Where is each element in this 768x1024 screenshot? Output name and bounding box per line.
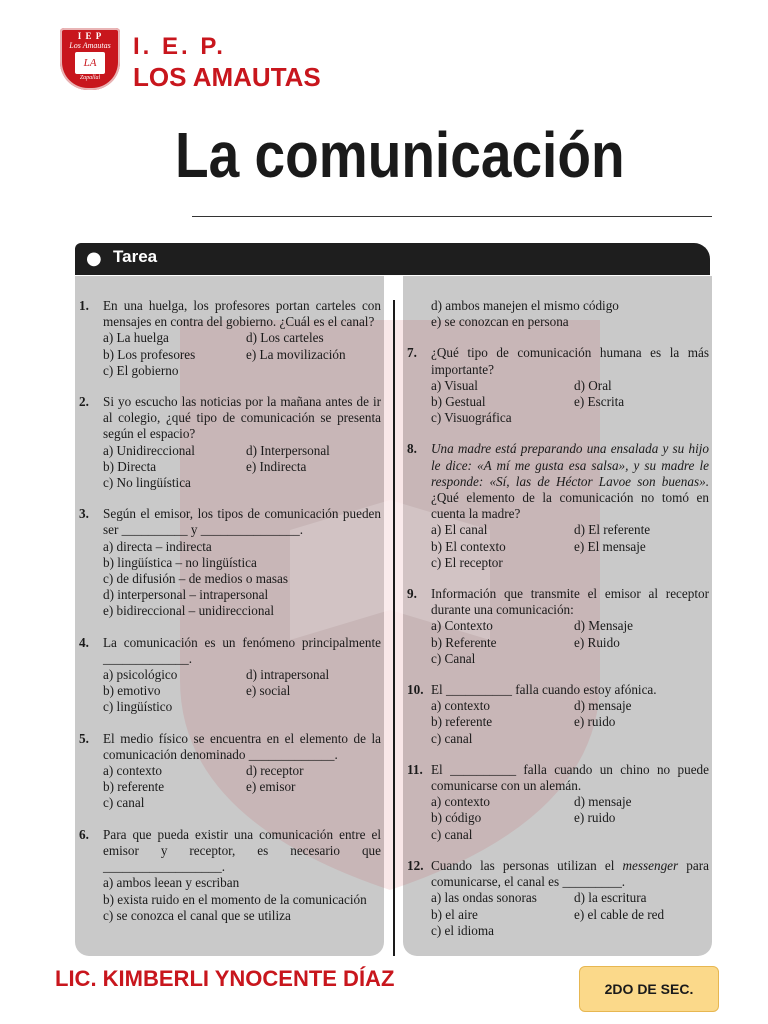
option: a) La huelga	[103, 330, 169, 346]
option: b) el aire	[431, 906, 478, 922]
option: c) El gobierno	[103, 362, 179, 378]
option: c) canal	[431, 826, 473, 842]
school-logo	[60, 28, 120, 90]
option: a) psicológico	[103, 667, 178, 683]
option: b) lingüística – no lingüística	[103, 554, 257, 570]
question-text: Si yo escucho las noticias por la mañana antes de ir al colegio, ¿qué tipo de comunicación se presenta según el espacio?	[103, 394, 381, 442]
option: d) la escritura	[574, 890, 647, 906]
question-5	[79, 731, 381, 812]
question-text: ¿Qué tipo de comunicación humana es la más importante?	[431, 345, 709, 377]
option: c) No lingüística	[103, 475, 191, 491]
page-title: La comunicación	[175, 119, 625, 191]
question-number: 10.	[407, 682, 424, 698]
option: e) bidireccional – unidireccional	[103, 603, 274, 619]
option: d) mensaje	[574, 698, 632, 714]
left-questions	[79, 298, 381, 939]
question-number: 3.	[79, 506, 89, 522]
option: a) contexto	[103, 763, 162, 779]
option: a) Contexto	[431, 618, 493, 634]
question-text: El __________ falla cuando estoy afónica.	[431, 682, 657, 698]
option: d) Mensaje	[574, 618, 633, 634]
option: b) Directa	[103, 458, 157, 474]
option: e) Ruido	[574, 634, 620, 650]
option: e) Escrita	[574, 394, 625, 410]
option: b) referente	[103, 779, 165, 795]
question-text: El medio físico se encuentra en el elemento de la comunicación denominado _____________.	[103, 730, 381, 762]
option: c) canal	[103, 795, 145, 811]
question-8	[407, 441, 709, 571]
question-2	[79, 394, 381, 491]
option: c) de difusión – de medios o masas	[103, 571, 288, 587]
question-10	[407, 682, 709, 747]
school-name: LOS AMAUTAS	[133, 62, 321, 92]
question-text: La comunicación es un fenómeno principalmente _____________.	[103, 634, 381, 666]
title-underline	[192, 216, 712, 217]
option: a) Unidireccional	[103, 442, 195, 458]
question-9	[407, 586, 709, 667]
question-text	[431, 858, 709, 890]
option: b) emotivo	[103, 683, 161, 699]
option: c) el idioma	[431, 922, 494, 938]
option: a) contexto	[431, 794, 490, 810]
grade-badge: 2DO DE SEC.	[579, 966, 719, 1012]
option: d) mensaje	[574, 794, 632, 810]
logo-place-text: Zapallal	[79, 75, 101, 81]
question-number: 9.	[407, 586, 417, 602]
option: e) El mensaje	[574, 538, 646, 554]
teacher-name: LIC. KIMBERLI YNOCENTE DÍAZ	[55, 966, 395, 991]
option: b) Referente	[431, 634, 497, 650]
bullet-icon: ●	[86, 248, 102, 269]
option: c) Visuográfica	[431, 410, 512, 426]
option: e) Indirecta	[246, 458, 307, 474]
option: e) ruido	[574, 810, 616, 826]
question-text-emphasis: messenger	[622, 857, 679, 873]
option: c) se conozca el canal que se utiliza	[103, 907, 291, 923]
question-text: El __________ falla cuando un chino no puede comunicarse con un alemán.	[431, 761, 709, 794]
question-7	[407, 345, 709, 426]
logo-iep-text: I E P	[77, 31, 103, 41]
question-number: 5.	[79, 730, 89, 746]
option: b) referente	[431, 714, 493, 730]
section-header-bar	[75, 243, 710, 275]
option: d) intrapersonal	[246, 667, 330, 683]
option: d) ambos manejen el mismo código	[431, 298, 619, 313]
question-12	[407, 858, 709, 939]
column-divider	[393, 300, 395, 956]
question-prompt: ¿Qué elemento de la comunicación no tomó en cuenta la madre?	[431, 490, 709, 522]
option: a) directa – indirecta	[103, 538, 212, 554]
question-context: Una madre está preparando una ensalada y su hijo le dice: «A mí me gusta esa salsa», y su madre le responde: «Sí, las de Héctor Lavoe son buenas».	[431, 441, 709, 489]
question-text: Información que transmite el emisor al receptor durante una comunicación:	[431, 586, 709, 618]
question-number: 2.	[79, 394, 89, 410]
option: b) Gestual	[431, 394, 486, 410]
option: a) ambos leean y escriban	[103, 875, 240, 891]
option: e) La movilización	[246, 346, 346, 362]
option: d) El referente	[574, 522, 651, 538]
option: e) social	[246, 683, 291, 699]
question-3	[79, 506, 381, 619]
option: a) contexto	[431, 698, 490, 714]
question-number: 4.	[79, 634, 89, 650]
question-4	[79, 635, 381, 716]
right-questions	[407, 298, 709, 954]
question-number: 6.	[79, 826, 89, 842]
option: d) Los carteles	[246, 330, 324, 346]
question-text-part: para comunicarse, el canal es _________.	[431, 857, 709, 890]
logo-school-text: Los Amautas	[69, 41, 111, 50]
option: e) ruido	[574, 714, 616, 730]
option: a) El canal	[431, 522, 488, 538]
question-text: En una huelga, los profesores portan carteles con mensajes en contra del gobierno. ¿Cuál es el canal?	[103, 298, 381, 330]
option: d) Oral	[574, 377, 612, 393]
question-1	[79, 298, 381, 379]
option: b) exista ruido en el momento de la comunicación	[103, 891, 367, 907]
option: c) canal	[431, 730, 473, 746]
question-6	[79, 827, 381, 924]
option: b) El contexto	[431, 538, 506, 554]
option: c) lingüístico	[103, 699, 173, 715]
option: a) las ondas sonoras	[431, 890, 537, 906]
question-number: 1.	[79, 298, 89, 313]
question-11	[407, 762, 709, 843]
school-acronym: I. E. P.	[133, 33, 226, 60]
section-title: Tarea	[113, 247, 158, 266]
option: e) emisor	[246, 779, 296, 795]
question-number: 7.	[407, 345, 417, 361]
question-number: 8.	[407, 441, 417, 457]
option: d) Interpersonal	[246, 442, 330, 458]
option: b) código	[431, 810, 482, 826]
question-number: 12.	[407, 857, 424, 873]
question-text: Para que pueda existir una comunicación entre el emisor y receptor, es necesario que __________________.	[103, 826, 381, 875]
option: a) Visual	[431, 377, 478, 393]
logo-book-icon: LA	[75, 52, 105, 74]
option: d) interpersonal – intrapersonal	[103, 587, 269, 603]
option: e) se conozcan en persona	[431, 314, 569, 330]
option: d) receptor	[246, 763, 304, 779]
option: c) El receptor	[431, 554, 503, 570]
option: b) Los profesores	[103, 346, 196, 362]
question-text	[431, 441, 709, 522]
option: e) el cable de red	[574, 906, 665, 922]
option: c) Canal	[431, 650, 476, 666]
question-text-part: Cuando las personas utilizan el	[431, 857, 623, 873]
question-text: Según el emisor, los tipos de comunicación pueden ser __________ y _______________.	[103, 506, 381, 538]
question-6-continued	[407, 298, 709, 330]
question-number: 11.	[407, 761, 423, 777]
